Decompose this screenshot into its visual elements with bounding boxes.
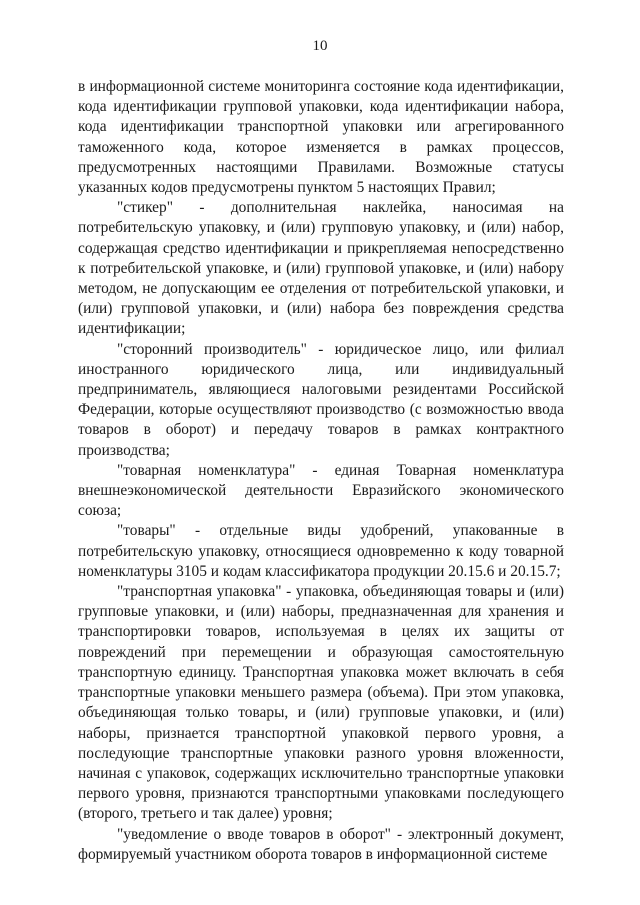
page-number: 10: [312, 38, 328, 54]
paragraph-continuation: в информационной системе мониторинга состояние кода идентификации, кода идентификации групповой упаковки, кода идентификации набора, кода идентификации транспортной упаковки или агрегированного таможенного кода, которое изменяется в рамках процессов, предусмотренных настоящими Правилами. Возможные статусы указанных кодов предусмотрены пунктом 5 настоящих Правил;: [78, 78, 564, 197]
paragraph-goods-definition: "товары" - отдельные виды удобрений, упакованные в потребительскую упаковку, относящиеся одновременно к коду товарной номенклатуры 3105 и кодам классификатора продукции 20.15.6 и 20.15.7;: [78, 522, 564, 580]
paragraph-sticker-definition: "стикер" - дополнительная наклейка, наносимая на потребительскую упаковку, и (или) групповую упаковку, и (или) набор, содержащая средство идентификации и прикрепляемая непосредственно к потребительской упаковке, и (или) групповой упаковке, и (или) набору методом, не допускающим ее отделения от потребительской упаковки, и (или) групповой упаковки, и (или) набора без повреждения средства идентификации;: [78, 199, 564, 338]
paragraph-notification-definition: "уведомление о вводе товаров в оборот" - электронный документ, формируемый участником оборота товаров в информационной системе: [78, 825, 564, 863]
document-body: [78, 77, 564, 865]
paragraph-transport-package-definition: "транспортная упаковка" - упаковка, объединяющая товары и (или) групповые упаковки, и (или) наборы, предназначенная для хранения и транспортировки товаров, используемая в целях их защиты от повреждений при перемещении и образующая самостоятельную транспортную единицу. Транспортная упаковка может включать в себя транспортные упаковки меньшего размера (объема). При этом упаковка, объединяющая только товары, и (или) групповые упаковки, и (или) наборы, признается транспортной упаковкой первого уровня, а последующие транспортные упаковки разного уровня вложенности, начиная с упаковок, содержащих исключительно транспортные упаковки первого уровня, признаются транспортными упаковками последующего (второго, третьего и так далее) уровня;: [78, 583, 564, 823]
paragraph-commodity-nomenclature-definition: "товарная номенклатура" - единая Товарная номенклатура внешнеэкономической деятельности Евразийского экономического союза;: [78, 461, 564, 520]
paragraph-third-party-producer-definition: "сторонний производитель" - юридическое лицо, или филиал иностранного юридического лица, или индивидуальный предприниматель, являющиеся налоговыми резидентами Российской Федерации, которые осуществляют производство (с возможностью ввода товаров в оборот) и передачу товаров в рамках контрактного производства;: [78, 340, 564, 459]
